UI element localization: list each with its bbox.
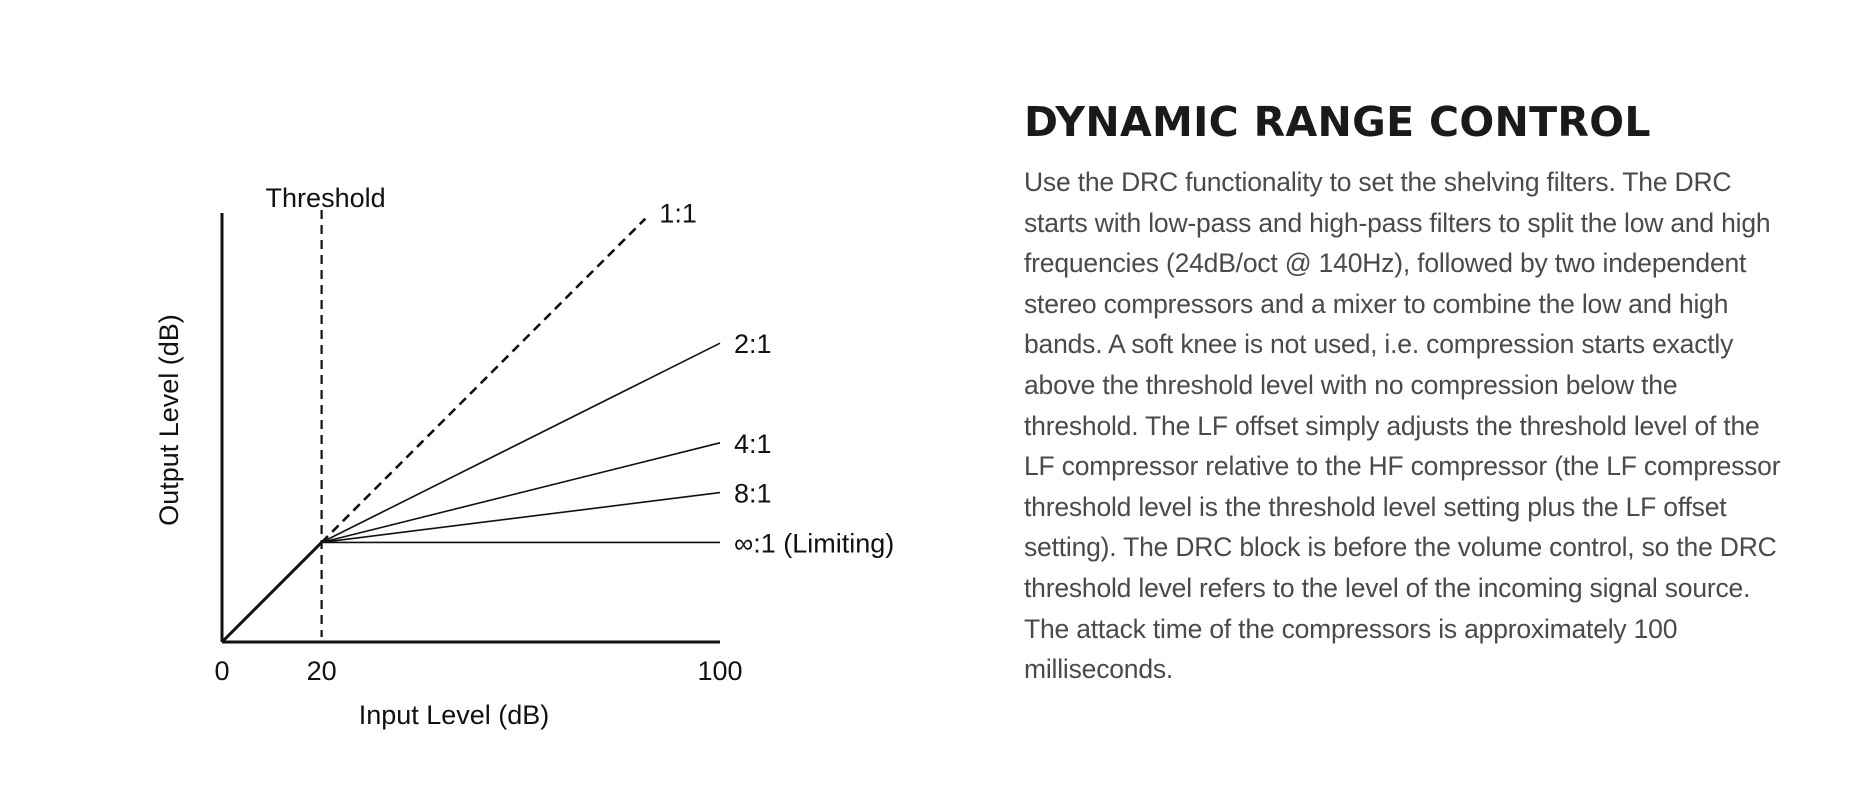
series-line-2 (322, 343, 720, 542)
section-heading: DYNAMIC RANGE CONTROL (1024, 98, 1651, 146)
threshold-label: Threshold (265, 183, 386, 213)
series-label-5: ∞:1 (Limiting) (734, 528, 895, 559)
y-axis-label: Output Level (dB) (154, 314, 184, 526)
ratio-lines (322, 199, 895, 559)
x-tick-label-3: 100 (697, 656, 743, 686)
series-line-4 (322, 493, 720, 543)
series-label-2: 2:1 (734, 329, 772, 360)
x-tick-label-2: 20 (306, 656, 337, 686)
below-threshold-line (222, 542, 322, 642)
x-tick-labels (214, 656, 742, 686)
section-body: Use the DRC functionality to set the shelving filters. The DRC starts with low-pass and high-pass filters to split the low and high frequencies (24dB/oct @ 140Hz), followed by two independent stereo compressors and a mixer to combine the low and high bands. A soft knee is not used, i.e. compression starts exactly above the threshold level with no compression below the threshold. The LF offset simply adjusts the threshold level of the LF compressor relative to the HF compressor (the LF compressor threshold level is the threshold level setting plus the LF offset setting). The DRC block is before the volume control, so the DRC threshold level refers to the level of the incoming signal source. The attack time of the compressors is approximately 100 milliseconds. (1024, 167, 1781, 685)
series-label-4: 8:1 (734, 478, 772, 509)
chart-axes (222, 213, 720, 642)
article-panel (1024, 96, 1784, 690)
series-label-3: 4:1 (734, 428, 772, 459)
x-tick-label-1: 0 (214, 656, 230, 686)
series-line-3 (322, 443, 720, 543)
x-axis-label: Input Level (dB) (358, 700, 550, 730)
series-line-1 (322, 219, 646, 543)
series-label-1: 1:1 (659, 198, 697, 229)
